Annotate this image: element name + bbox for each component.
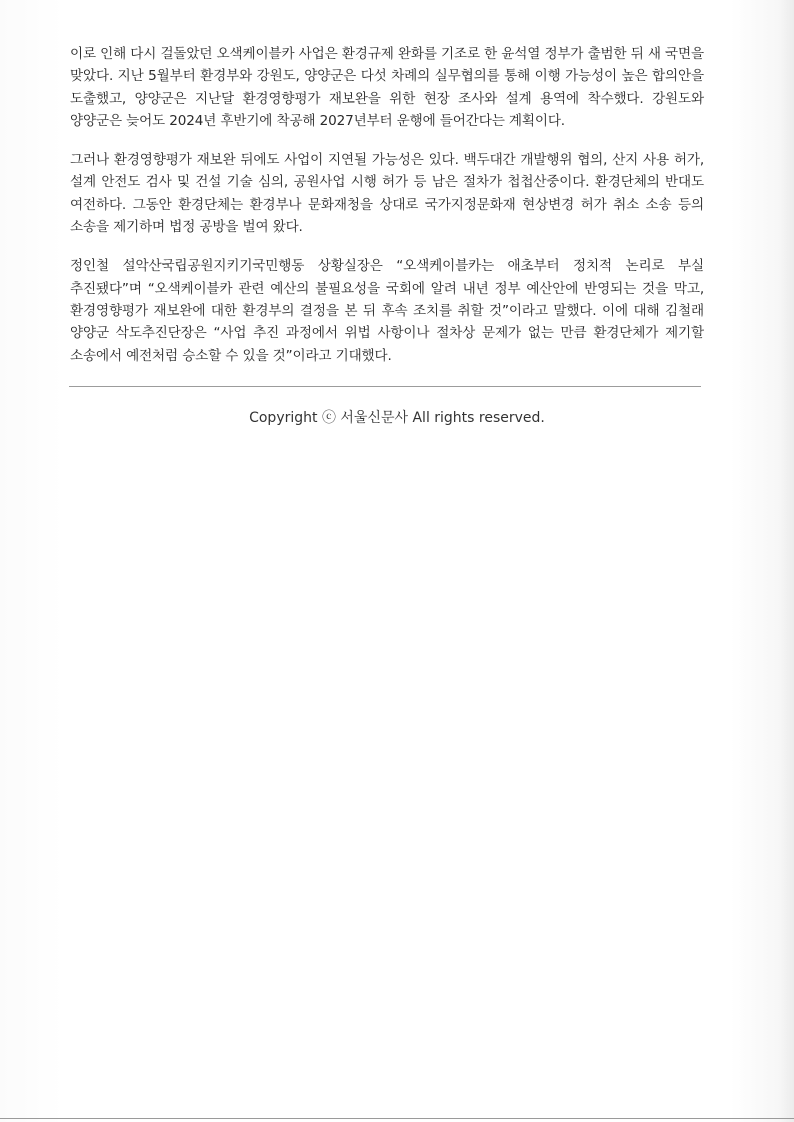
article-body xyxy=(70,43,704,384)
article-paragraph-3: 정인철 설악산국립공원지키기국민행동 상황실장은 “오색케이블카는 애초부터 정치적 논리로 부실 추진됐다”며 “오색케이블카 관련 예산의 불필요성을 국회에 알려 내년 정부 예산안에 반영되는 것을 막고, 환경영향평가 재보완에 대한 환경부의 결정을 본 뒤 후속 조치를 취할 것”이라고 말했다. 이에 대해 김철래 양양군 삭도추진단장은 “사업 추진 과정에서 위법 사항이나 절차상 문제가 없는 만큼 환경단체가 제기할 소송에서 예전처럼 승소할 수 있을 것”이라고 기대했다. xyxy=(70,258,704,364)
page-bottom-edge xyxy=(0,1118,794,1119)
article-paragraph-2: 그러나 환경영향평가 재보완 뒤에도 사업이 지연될 가능성은 있다. 백두대간 개발행위 협의, 산지 사용 허가, 설계 안전도 검사 및 건설 기술 심의, 공원사업 시행 허가 등 남은 절차가 첩첩산중이다. 환경단체의 반대도 여전하다. 그동안 환경단체는 환경부나 문화재청을 상대로 국가지정문화재 현상변경 허가 취소 소송 등의 소송을 제기하며 법정 공방을 벌여 왔다. xyxy=(70,152,704,236)
page-edge-shadow xyxy=(780,0,794,1122)
footer-divider xyxy=(69,386,701,387)
copyright-notice: Copyright ⓒ 서울신문사 All rights reserved. xyxy=(249,410,545,426)
article-paragraph-1: 이로 인해 다시 걸돌았던 오색케이블카 사업은 환경규제 완화를 기조로 한 윤석열 정부가 출범한 뒤 새 국면을 맞았다. 지난 5월부터 환경부와 강원도, 양양군은 다섯 차례의 실무협의를 통해 이행 가능성이 높은 합의안을 도출했고, 양양군은 지난달 환경영향평가 재보완을 위한 현장 조사와 설계 용역에 착수했다. 강원도와 양양군은 늦어도 2024년 후반기에 착공해 2027년부터 운행에 들어간다는 계획이다. xyxy=(70,46,704,129)
